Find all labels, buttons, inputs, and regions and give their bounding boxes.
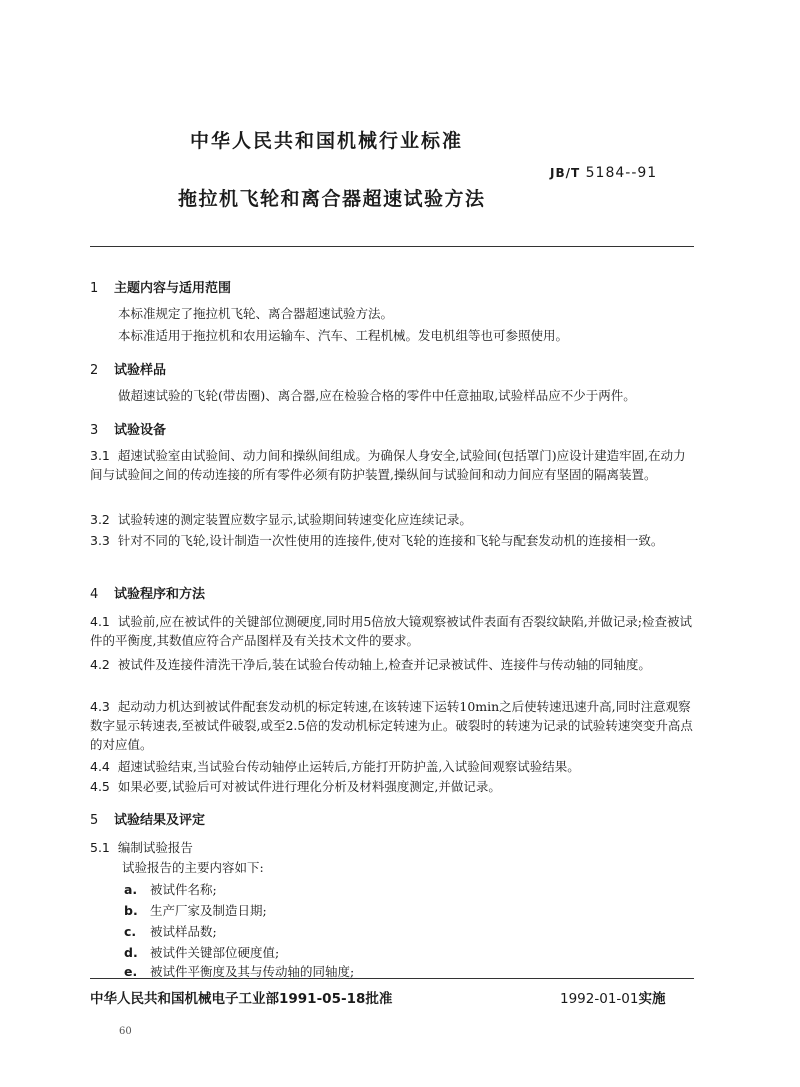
clause-text: 被试件及连接件清洗干净后,装在试验台传动轴上,检查并记录被试件、连接件与传动轴的同轴度。 [117, 657, 651, 672]
clause-number: 4.5 [90, 779, 110, 794]
section-1-paragraph-1: 本标准规定了拖拉机飞轮、离合器超速试验方法。 [118, 306, 394, 321]
list-item [124, 880, 217, 898]
list-item-text: 被试样品数; [150, 924, 217, 939]
section-1-paragraph-2: 本标准适用于拖拉机和农用运输车、汽车、工程机械。发电机组等也可参照使用。 [118, 328, 569, 343]
clause-4-2 [90, 655, 696, 674]
section-title: 试验程序和方法 [114, 587, 206, 602]
clause-text: 试验转速的测定装置应数字显示,试验期间转速变化应连续记录。 [117, 512, 472, 527]
section-3-heading [90, 419, 166, 438]
section-number: 3 [90, 423, 99, 438]
document-title: 拖拉机飞轮和离合器超速试验方法 [178, 188, 486, 210]
section-4-heading [90, 583, 205, 602]
section-number: 1 [90, 281, 99, 296]
list-item-label: a. [124, 882, 138, 897]
list-item [124, 922, 217, 940]
clause-5-1 [90, 838, 696, 857]
section-title: 试验样品 [114, 363, 167, 378]
list-item-text: 被试件平衡度及其与传动轴的同轴度; [150, 964, 355, 979]
section-1-heading [90, 277, 231, 296]
section-5-heading [90, 809, 205, 828]
clause-number: 3.1 [90, 448, 110, 463]
section-title: 主题内容与适用范围 [114, 281, 232, 296]
clause-number: 5.1 [90, 840, 110, 855]
section-number: 4 [90, 587, 99, 602]
clause-number: 3.2 [90, 512, 110, 527]
standard-code [550, 165, 657, 181]
list-item-label: d. [124, 945, 138, 960]
section-title: 试验结果及评定 [114, 813, 206, 828]
clause-number: 4.3 [90, 699, 110, 714]
list-item [124, 901, 267, 919]
clause-text: 超速试验室由试验间、动力间和操纵间组成。为确保人身安全,试验间(包括罩门)应设计建造牢固,在动力间与试验间之间的传动连接的所有零件必须有防护装置,操纵间与试验间和动力间应有坚固的隔离装置。 [90, 448, 686, 482]
clause-text: 超速试验结束,当试验台传动轴停止运转后,方能打开防护盖,入试验间观察试验结果。 [117, 759, 580, 774]
clause-4-5 [90, 777, 696, 796]
clause-number: 4.4 [90, 759, 110, 774]
implementation-date: 1992-01-01 [560, 991, 639, 1007]
section-number: 5 [90, 813, 99, 828]
section-2-paragraph-1: 做超速试验的飞轮(带齿圈)、离合器,应在检验合格的零件中任意抽取,试验样品应不少于两件。 [118, 388, 636, 403]
clause-number: 4.2 [90, 657, 110, 672]
clause-number: 4.1 [90, 614, 110, 629]
implementation-line [560, 987, 665, 1007]
list-item-text: 生产厂家及制造日期; [150, 903, 267, 918]
clause-3-1 [90, 446, 696, 484]
section-title: 试验设备 [114, 423, 167, 438]
clause-text: 编制试验报告 [117, 840, 193, 855]
clause-text: 试验前,应在被试件的关键部位测硬度,同时用5倍放大镜观察被试件表面有否裂纹缺陷,并做记录;检查被试件的平衡度,其数值应符合产品图样及有关技术文件的要求。 [90, 614, 692, 648]
footer-divider [90, 978, 694, 979]
list-item-text: 被试件名称; [150, 882, 217, 897]
clause-3-3 [90, 531, 696, 550]
page-number: 60 [119, 1026, 132, 1037]
list-item-text: 被试件关键部位硬度值; [150, 945, 280, 960]
clause-4-4 [90, 757, 696, 776]
implementation-label: 实施 [638, 991, 666, 1007]
section-number: 2 [90, 363, 99, 378]
clause-number: 3.3 [90, 533, 110, 548]
report-contents-intro: 试验报告的主要内容如下: [122, 860, 264, 875]
clause-text: 起动动力机达到被试件配套发动机的标定转速,在该转速下运转10min之后使转速迅速升高,同时注意观察数字显示转速表,至被试件破裂,或至2.5倍的发动机标定转速为止。破裂时的转速为记录的试验转速突变升高点的对应值。 [90, 699, 693, 752]
list-item-label: e. [124, 964, 138, 979]
clause-3-2 [90, 510, 696, 529]
org-title: 中华人民共和国机械行业标准 [190, 130, 464, 152]
list-item-label: b. [124, 903, 138, 918]
section-2-heading [90, 359, 166, 378]
list-item [124, 943, 279, 961]
clause-4-1 [90, 612, 696, 650]
clause-4-3 [90, 697, 696, 754]
standard-number: 5184--91 [585, 165, 658, 181]
clause-text: 针对不同的飞轮,设计制造一次性使用的连接件,使对飞轮的连接和飞轮与配套发动机的连接相一致。 [117, 533, 664, 548]
list-item-label: c. [124, 924, 137, 939]
header-divider [90, 246, 694, 247]
clause-text: 如果必要,试验后可对被试件进行理化分析及材料强度测定,并做记录。 [117, 779, 501, 794]
approval-line: 中华人民共和国机械电子工业部1991-05-18批准 [90, 991, 393, 1007]
standard-prefix: JB/T [550, 166, 581, 180]
